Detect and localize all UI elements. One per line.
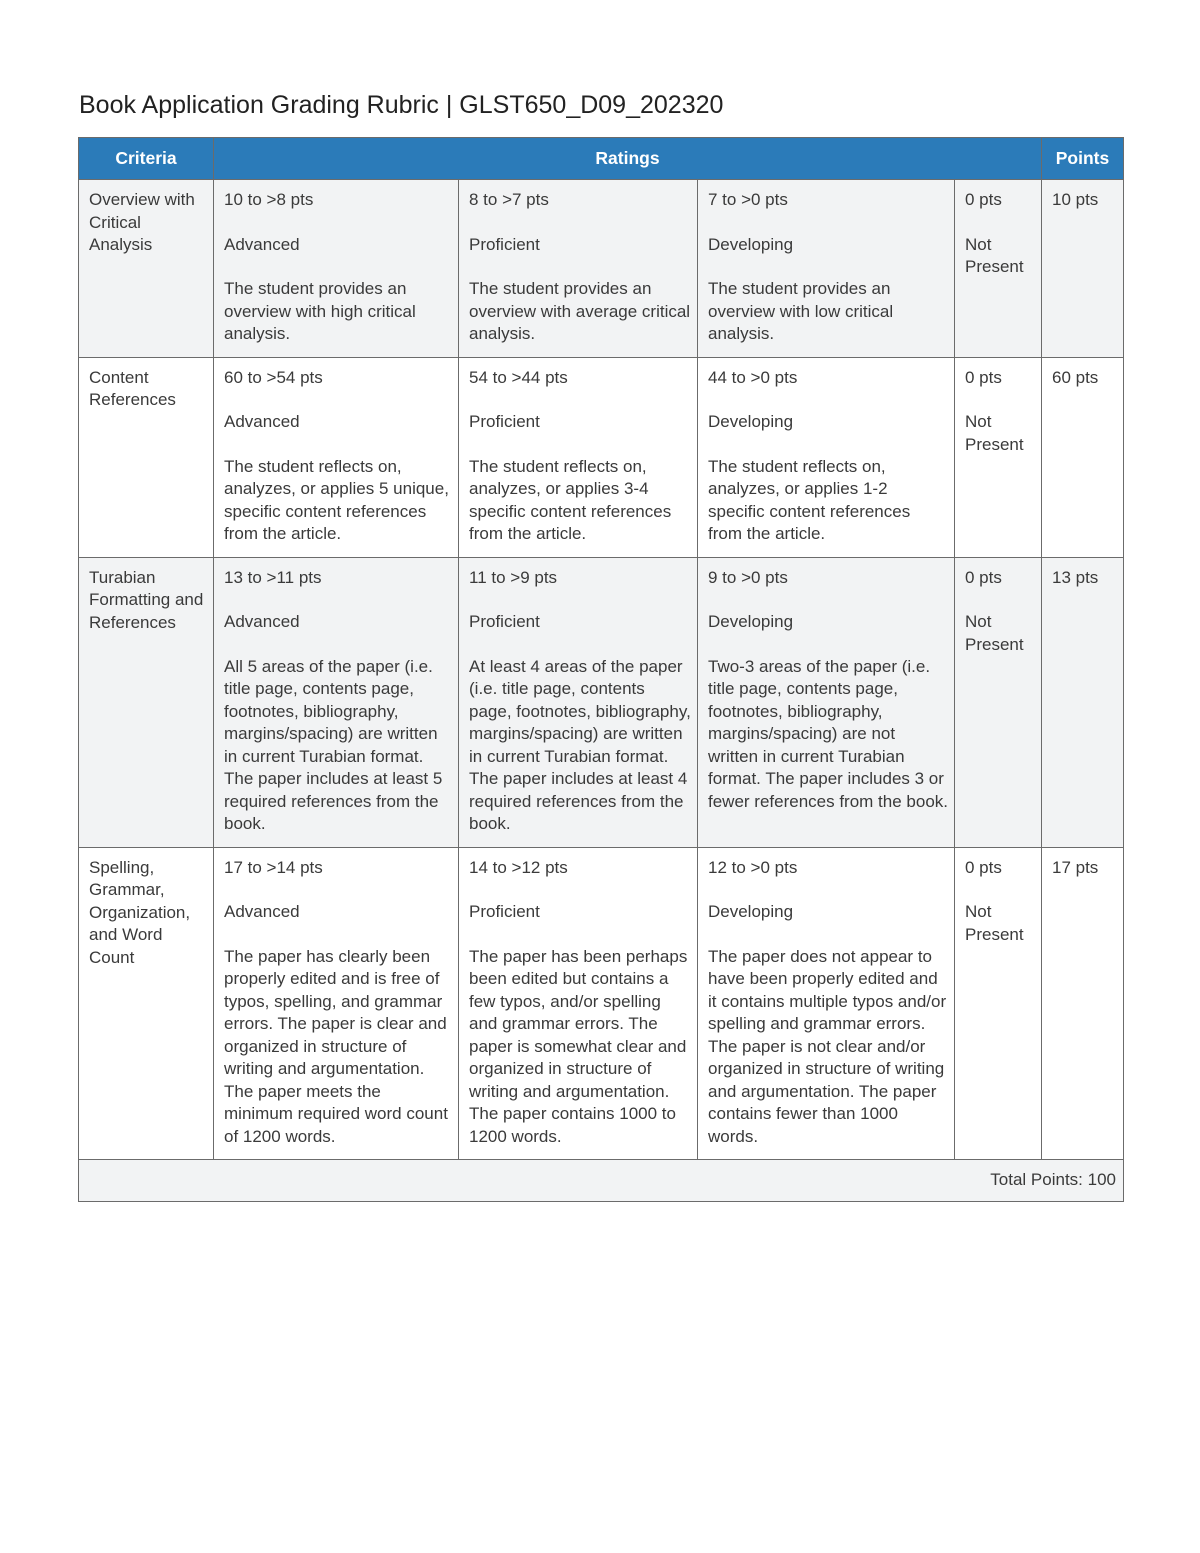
- rubric-table: [78, 137, 1124, 1202]
- rating-points: 8 to >7 pts: [469, 190, 549, 209]
- criterion-name: Overview with Critical Analysis: [89, 190, 195, 254]
- rating-level: Advanced: [224, 412, 300, 431]
- rating-cell: [698, 847, 955, 1160]
- rating-description: The student reflects on, analyzes, or applies 5 unique, specific content references from the article.: [224, 456, 449, 543]
- rating-points: 13 to >11 pts: [224, 567, 322, 587]
- criterion-cell: [79, 357, 214, 557]
- criteria-header: Criteria: [79, 138, 214, 180]
- criterion-cell: [79, 557, 214, 847]
- rating-level: Advanced: [224, 902, 300, 921]
- criterion-row: [79, 847, 1124, 1160]
- page-title: Book Application Grading Rubric | GLST650_D09_202320: [79, 91, 724, 119]
- criterion-row: [79, 357, 1124, 557]
- rating-level: Not Present: [965, 412, 1024, 454]
- rating-description: The student provides an overview with high critical analysis.: [224, 279, 416, 343]
- rating-cell: [459, 847, 698, 1160]
- points-header: Points: [1042, 138, 1124, 180]
- rating-description: The student reflects on, analyzes, or applies 1-2 specific content references from the article.: [708, 456, 911, 543]
- rating-points: 54 to >44 pts: [469, 367, 568, 387]
- rating-level: Developing: [708, 412, 794, 431]
- rating-points: 14 to >12 pts: [469, 857, 568, 877]
- rating-level: Proficient: [469, 902, 540, 921]
- rating-level: Developing: [708, 234, 794, 254]
- rating-description: The paper has been perhaps been edited but contains a few typos, and/or spelling and grammar errors. The paper is somewhat clear and organized in structure of writing and argumentation. The paper contains 1000 to 1200 words.: [469, 946, 688, 1146]
- rating-description: All 5 areas of the paper (i.e. title page, contents page, footnotes, bibliography, margins/spacing) are written in current Turabian format. The paper includes at least 5 required references from the book.: [224, 656, 443, 833]
- rating-points: 0 pts: [965, 190, 1002, 209]
- rating-cell: [214, 357, 459, 557]
- rating-description: The student provides an overview with low critical analysis.: [708, 279, 894, 343]
- rating-points: 12 to >0 pts: [708, 857, 798, 877]
- criterion-cell: [79, 847, 214, 1160]
- rating-description: The student provides an overview with average critical analysis.: [469, 279, 691, 343]
- rating-description: The paper does not appear to have been properly edited and it contains multiple typos and/or spelling and grammar errors. The paper is not clear and/or organized in structure of writing and argumentation. The paper contains fewer than 1000 words.: [708, 946, 947, 1146]
- rating-cell: [955, 357, 1042, 557]
- criterion-name: Turabian Formatting and References: [89, 567, 204, 632]
- rating-points: 9 to >0 pts: [708, 567, 788, 587]
- rating-level: Proficient: [469, 612, 540, 631]
- rating-points: 0 pts: [965, 367, 1002, 387]
- rating-points: 10 to >8 pts: [224, 190, 314, 209]
- rating-cell: [698, 357, 955, 557]
- rating-description: The student reflects on, analyzes, or applies 3-4 specific content references from the article.: [469, 456, 672, 543]
- rating-level: Developing: [708, 902, 794, 921]
- rating-level: Proficient: [469, 234, 540, 254]
- rating-points: 60 to >54 pts: [224, 367, 323, 387]
- total-points: Total Points: 100: [79, 1160, 1124, 1202]
- rating-points: 0 pts: [965, 567, 1002, 587]
- points-cell: 17 pts: [1042, 847, 1124, 1160]
- ratings-header: Ratings: [214, 138, 1042, 180]
- points-cell: 60 pts: [1042, 357, 1124, 557]
- rating-cell: [459, 180, 698, 358]
- rating-points: 44 to >0 pts: [708, 367, 798, 387]
- rating-level: Proficient: [469, 412, 540, 431]
- total-row: [79, 1160, 1124, 1202]
- criterion-cell: [79, 180, 214, 358]
- rating-cell: [955, 847, 1042, 1160]
- rating-cell: [459, 557, 698, 847]
- rating-level: Advanced: [224, 612, 300, 631]
- rating-points: 7 to >0 pts: [708, 190, 788, 209]
- rating-cell: [214, 847, 459, 1160]
- rating-description: The paper has clearly been properly edited and is free of typos, spelling, and grammar errors. The paper is clear and organized in structure of writing and argumentation. The paper meets the minimum required word count of 1200 words.: [224, 946, 448, 1146]
- rating-points: 17 to >14 pts: [224, 857, 323, 877]
- rating-cell: [214, 557, 459, 847]
- rating-level: Advanced: [224, 234, 300, 254]
- points-cell: 13 pts: [1042, 557, 1124, 847]
- points-cell: 10 pts: [1042, 180, 1124, 358]
- rating-cell: [698, 557, 955, 847]
- rating-cell: [698, 180, 955, 358]
- rating-level: Developing: [708, 612, 794, 631]
- rating-description: Two-3 areas of the paper (i.e. title page, contents page, footnotes, bibliography, margins/spacing) are not written in current Turabian format. The paper includes 3 or fewer references from the book.: [708, 656, 949, 811]
- criterion-name: Content References: [89, 367, 176, 409]
- rating-cell: [955, 557, 1042, 847]
- rating-points: 0 pts: [965, 857, 1002, 877]
- rating-level: Not Present: [965, 902, 1024, 944]
- criterion-row: [79, 180, 1124, 358]
- criterion-name: Spelling, Grammar, Organization, and Word Count: [89, 857, 191, 967]
- rating-cell: [955, 180, 1042, 358]
- rating-cell: [459, 357, 698, 557]
- rating-level: Not Present: [965, 612, 1024, 654]
- criterion-row: [79, 557, 1124, 847]
- rating-level: Not Present: [965, 234, 1024, 276]
- rating-points: 11 to >9 pts: [469, 567, 558, 587]
- rating-cell: [214, 180, 459, 358]
- rating-description: At least 4 areas of the paper (i.e. title page, contents page, footnotes, bibliography, margins/spacing) are written in current Turabian format. The paper includes at least 4 required references from the book.: [469, 656, 691, 833]
- header-row: [79, 138, 1124, 180]
